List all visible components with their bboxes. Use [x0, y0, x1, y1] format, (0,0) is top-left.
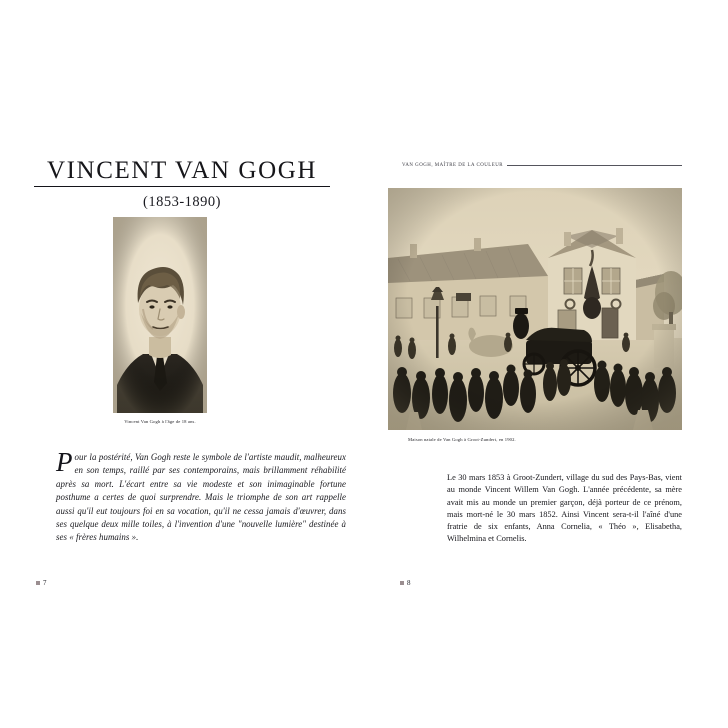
- maison-natale-groot-zundert-image: [388, 188, 682, 430]
- drop-cap: P: [56, 447, 73, 477]
- folio-right: [400, 579, 411, 587]
- page-number-right: 8: [407, 579, 411, 587]
- portrait-caption: Vincent Van Gogh à l'âge de 18 ans.: [124, 419, 196, 424]
- page-number-left: 7: [43, 579, 47, 587]
- portrait-vincent-van-gogh-image: [113, 217, 207, 413]
- running-head-text: VAN GOGH, MAÎTRE DE LA COULEUR: [402, 163, 504, 168]
- folio-mark-icon: [400, 581, 404, 585]
- folio-mark-icon: [36, 581, 40, 585]
- running-head: [402, 163, 682, 168]
- right-body-text: Le 30 mars 1853 à Groot-Zundert, village du sud des Pays-Bas, vient au monde Vincent Willem Van Gogh. L'année précédente, sa mère avait mis au monde un premier garçon, déjà porteur de ce prénom, mais mort-né le 30 mars 1852. Ainsi Vincent sera-t-il l'aîné d'une fratrie de six enfants, Anna Cornelia, « Théo », Elisabetha, Wilhelmina et Cornelis.: [447, 473, 682, 544]
- title-block: [34, 158, 330, 211]
- page-title: VINCENT VAN GOGH: [46, 157, 318, 184]
- folio-left: [36, 579, 47, 587]
- scene-caption: Maison natale de Van Gogh à Groot-Zundert, en 1902.: [408, 437, 516, 442]
- life-dates: (1853-1890): [143, 194, 221, 211]
- left-body-text: [56, 447, 346, 545]
- portrait-photo-frame: [113, 217, 207, 413]
- title-divider: [34, 186, 330, 187]
- scene-photo-frame: [388, 188, 682, 430]
- running-head-rule: [507, 165, 682, 166]
- left-body-paragraph: our la postérité, Van Gogh reste le symbole de l'artiste maudit, malheureux en son temps, raillé par ses contemporains, mais brillamment réhabilité après sa mort. L'écart entre sa vie modeste et son inimaginable fortune posthume a certes de quoi surprendre. Mais le triomphe de son art rappelle aussi qu'il eut toujours foi en sa vocation, qu'il ne cessa jamais d'œuvrer, dans ses quelque deux mille toiles, à l'invention d'une "nouvelle lumière" destinée à ses « frères humains ».: [56, 452, 346, 543]
